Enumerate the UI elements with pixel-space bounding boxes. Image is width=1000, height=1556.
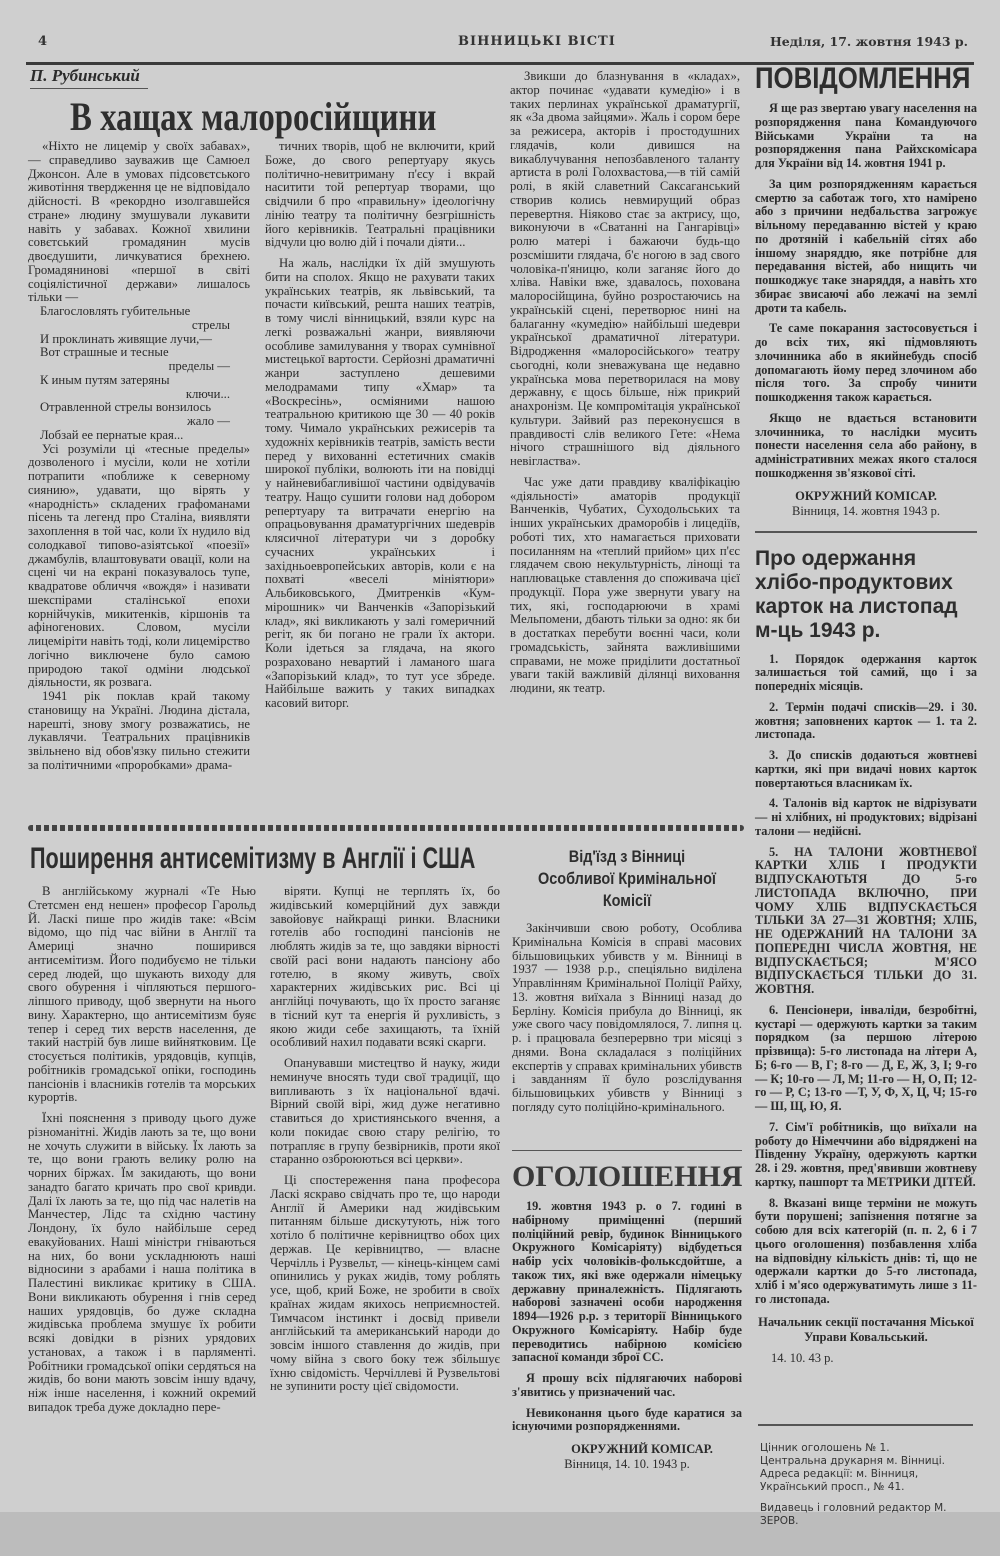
article-column-1 — [28, 140, 250, 773]
paragraph: Те саме покарання застосовується і до всіх тих, які підмовляють злочинника або в якийнебудь спосіб допомагають йому перед злочином або після того. За спробу чинити пошкодження також карається. — [755, 321, 977, 404]
issue-date: Неділя, 17. жовтня 1943 р. — [769, 34, 968, 49]
cards-title: Про одержання хлібо-продуктових карток на листопад м-ць 1943 р. — [755, 546, 958, 642]
paragraph: Я ще раз звертаю увагу населення на розпорядження пана Командуючого Військами України та на розпорядження пана Райхскомісара для України від 14. жовтня 1941 р. — [755, 101, 977, 170]
article-column-2 — [270, 885, 500, 1394]
poem — [40, 305, 250, 443]
paragraph: 7. Сім'ї робітників, що виїхали на роботу до Німеччини або відряджені на Південну Україну, одержують картки 28. і 29. жовтня, пред'явивши жовтневу картку, пашпорт та МЕТРИКИ ДІТЕЙ. — [755, 1119, 977, 1189]
cards-items — [755, 653, 977, 1307]
article-column-2 — [265, 140, 495, 711]
article-author: П. Рубинський — [30, 66, 148, 89]
imprint-lines — [760, 1442, 975, 1494]
text-line: И проклинать живящие лучи,— — [40, 331, 212, 346]
paragraph: 8. Вказані вище терміни не можуть бути порушені; запізнення потягне за собою для всіх категорій (п. п. 2, 6 і 7 цього оголошення) позбавлення хліба на відповідну кількість днів: ті, що не одержали картки до 5-го листопада, хліб і м'ясо одержуватимуть лише з 11-го листопада. — [755, 1195, 977, 1306]
notice-signature: ОКРУЖНИЙ КОМІСАР. — [795, 488, 937, 503]
article-title: В хащах малоросійщини — [70, 94, 437, 139]
paragraph-list — [28, 885, 256, 1415]
text-line: Цінник оголошень № 1. — [760, 1442, 890, 1454]
paragraph: 3. До списків додаються жовтневі картки, які при видачі нових карток повертаються власникам їх. — [755, 748, 977, 790]
text-line: жало — — [186, 414, 230, 428]
paragraph: 1. Порядок одержання карток залишається той самий, що і за попередніх місяців. — [755, 651, 977, 693]
text-line: Вот страшные и тесные — [40, 345, 169, 360]
imprint — [760, 1442, 975, 1528]
paragraph: За цим розпорядженням карається смертю за саботаж того, хто намірено або з причини недбальства загрожує вільному передаванню вістей у краю по дротяній і кабельній сітях або іншому знаряддю, яке потрібне для передавання вістей, або нищить чи пошкоджує таке знаряддя, а навіть хто збирає звисаючі або лежачі на землі дроти та кабель. — [755, 176, 977, 315]
text-line: Благословлять губительные — [40, 304, 191, 318]
text-line: Лобзай ее пернатые края... — [40, 427, 184, 442]
paragraph: Невиконання цього буде каратися за існуючими розпорядженнями. — [512, 1405, 742, 1434]
paragraph: На жаль, наслідки їх дій змушують бити на сполох. Якщо не рахувати таких українських театрів, як львівський, та почасти київський, решта наших театрів, в тому числі вінницький, взяли курс на легкі розважальні жанри, виявляючи особливе замилування у творах сумнівної мистецької вартости. Серйозні драматичні жанри заступлено дешевими мелодрамами типу «Хмар» та «Воскресінь», осміяними нашою театральною критикою ще 30 — 40 років тому. Чимало українських режисерів та художніх керівників театрів, замість вести перед у вихованні естетичних смаків широкої публіки, волюють іти на повідці у найневибагливішої частини одвідувачів театру. Нащо сушити голови над добором репертуару та витрачати енергію на опрацьовування драматургічних шедеврів клясичної літератури чи з доробку сучасних українських і західньоевропейських авторів, коли є на похваті «веселі мініятюри» Альбиковського, Дмитренків «Кум-мірошник» чи Ванченків «Запорізький клад», які викликають у залі гомеричний регіт, як би погано не грали їх актори. Коли ідеться за глядача, на якого розраховано невартий і ламаного шага «Запорізький клад», то тут усе збреде. Найбільше важить у таких випадках касовий виторг. — [265, 256, 495, 710]
divider — [512, 1150, 742, 1151]
paragraph-list — [265, 140, 495, 711]
paragraph: 5. НА ТАЛОНИ ЖОВТНЕВОЇ КАРТКИ ХЛІБ І ПРОДУКТИ ВІДПУСКАЮТЬТЯ ДО 5-го ЛИСТОПАДА ВКЛЮЧНО, ПРИ ЧОМУ ХЛІБ ВІДПУСКАЄТЬСЯ ТІЛЬКИ ЗА 27—31 ЖОВТНЯ; ХЛІБ, НЕ ОДЕРЖАНИЙ НА ТАЛОНИ ЗА ПОПЕРЕДНІ ЧИСЛА ЖОВТНЯ, НЕ ВІДПУСКАЄТЬСЯ; М'ЯСО ВІДПУСКАЄТЬСЯ ТІЛЬКИ ДО 31. ЖОВТНЯ. — [755, 844, 977, 996]
text-line: К иным путям затеряны — [40, 372, 170, 387]
paragraph: 6. Пенсіонери, інваліди, безробітні, кустарі — одержують картки за таким порядком (за першою літерою прізвища): 5-го листопада на літери А, Б; 6-го — В, Г; 8-го — Д, Е, Ж, З, І; 9-го— К; 10-го — Л, М; 11-го — Н, О, П; 12-го — Р, С; 13-го —Т, У, Ф, Х, Ц, Ч; 15-го — Ш, Щ, Ю, Я. — [755, 1002, 977, 1113]
text-line: Центральна друкарня м. Вінниці. — [760, 1455, 946, 1467]
notice-text — [755, 102, 977, 481]
paragraph: Ці спостереження пана професора Ласкі яскраво свідчать про те, що народи Англії й Америки над жидівським питанням більше дискутують, ніж того хотіло б політичне керівництво обох цих держав. Це керівництво, — власне Черчілль і Рузвельт, — кінець-кінцем самі опинились у руках жидів, тому роблять усе, щоб, крий Боже, не зробити в своїх країнах жидам якихось неприємностей. Тимчасом інстинкт і досвід привели англійський та американський народи до зовсім іншого ставлення до жидів, при чому війна з свого боку теж збільшує їхню свідомість. Черчіллеві й Рузвельтові не зупинити росту цієї свідомости. — [270, 1173, 500, 1394]
paragraph-list — [270, 885, 500, 1394]
notice-title: ПОВІДОМЛЕННЯ — [755, 62, 971, 95]
notice-section — [755, 62, 977, 1366]
paragraph: 2. Термін подачі списків—29. і 30. жовтня; заповнених карток — 1. та 2. листопада. — [755, 699, 977, 742]
article-column-3 — [510, 70, 740, 696]
text-line: ключи... — [185, 386, 230, 401]
text-line: Адреса редакції: м. Вінниця, Український просп., № 41. — [760, 1468, 919, 1493]
editor-line: Видавець і головний редактор М. ЗЕРОВ. — [760, 1502, 947, 1527]
article-title: Поширення антисемітизму в Англії і США — [30, 842, 476, 875]
cards-signature: Начальник секції постачання Міської Управи Ковальський. — [758, 1314, 974, 1344]
paragraph-list — [28, 140, 250, 305]
text-line: Отравленной стрелы вонзилось — [40, 400, 212, 415]
divider — [758, 1424, 973, 1426]
cards-date: 14. 10. 43 р. — [771, 1350, 834, 1365]
paragraph: 4. Талонів від карток не відрізувати — ні хлібних, ні продуктових; відрізані талони — недійсні. — [755, 796, 977, 838]
article-column-1 — [28, 885, 256, 1415]
paragraph: віряти. Купці не терплять їх, бо жидівський комерційний дух завжди завойовує найкращі ринки. Власники готелів або господині пансіонів не люблять жидів за те, що завдяки вірності своїй расі вони надають пансіону або готелю, в якому живуть, своїх характерних жидівських рис. Всі ці англійці почувають, що їх просто заганяє в тісний кут та енергія й рухливість, з якою жиди себе захищають, та їхній особливий нахил подавати всякі скарги. — [270, 884, 500, 1050]
commission-text — [512, 922, 742, 1115]
paragraph: Опанувавши мистецтво й науку, жиди неминуче вносять туди свої традиції, що випливають з їх національної вдачі. Вірний своїй вірі, жид дуже негативно ставиться до християнського вчення, а коли покидає свою стару релігію, то потрапляє в групу безвірників, проти якої старанно озброюються всі церкви». — [270, 1056, 500, 1167]
newspaper-title: ВІННИЦЬКІ ВІСТІ — [458, 34, 616, 49]
page-number: 4 — [38, 34, 48, 49]
paragraph: Час уже дати правдиву кваліфікацію «діяльності» аматорів продукції Ванченків, Чубатих, Суходольських та інших українських драморобів і лицедіїв, роботі тих, хто намагається приховати посиланням на «теплий прийом» цих п'єс глядачем свою некультурність, лінощі та наплювацьке ставлення до споживача цієї продукції. Пора уже звернути увагу на тих, які, господарюючи в храмі Мельпомени, дбають тільки за одно: як би в достатках перебути воєнні часи, коли громадськість, зайнята важливішими справами, не може приділити достатньої уваги такій важливій ділянці виховання людини, як театр. — [510, 474, 740, 695]
announcement-title: ОГОЛОШЕННЯ — [512, 1160, 743, 1193]
paragraph: Якщо не вдається встановити злочинника, то наслідки мусить понести населення села або району, в адміністративних межах якого сталося пошкодження зв'язкової сіті. — [755, 410, 977, 480]
paragraph: Я прошу всіх підлягаючих наборові з'явитись у призначений час. — [512, 1371, 742, 1399]
paragraph-list — [510, 70, 740, 696]
announcement-signature: ОКРУЖНИЙ КОМІСАР. — [571, 1442, 713, 1456]
paragraph: Їхні пояснення з приводу цього дуже різноманітні. Жидів лають за те, що вони не хочуть служити в війську. Їх лають за те, що вони грають велику ролю на чорних біржах. Їм закидають, що вони занадто багато кричать про свої кривди. Далі їх лають за те, що під час налетів на Манчестер, Лідс та східню частину Лондону, їх було найбільше серед евакуйованих. Наші міністри гніваються на них, бо вони ускладнюють наші відносини з арабами і наша політика в Палестині викликає критику в США. Вони викликають обурення і гнів серед наших урядовців, бо дуже складна жидівська проблема змушує їх робити всякі довідки в різних урядових установах, а також і в парляменті. Робітники громадської опіки сердяться на жидів, бо вони мають зовсім іншу вдачу, ніж інше населення, і кожний окремий випадок треба дуже докладно пере- — [28, 1111, 256, 1414]
paragraph: «Ніхто не лицемір у своїх забавах», — справедливо зауважив ще Самюел Джонсон. Але в умовах підсовєтського животіння твердження це не відповідало дійсності. В «рекордно изолгавшейся стране» людину змушували лукавити навіть у забавах. Кожної хвилини совєтський громадянин мусів двоєдушити, личкуватися брехнею. Громадянинові «першої в світі соціялістичної держави» лишалось тільки — — [28, 139, 250, 305]
notice-place-date: Вінниця, 14. жовтня 1943 р. — [791, 503, 940, 518]
paragraph: В англійському журналі «Те Нью Стетсмен енд нешен» професор Гарольд Й. Ласкі пише про жидів таке: «Всім відомо, що під час війни в Англії та Америці значно поширився антисемітизм. Його подибуємо не тільки серед людей, що шукають виходу для свого обурення і чіпляються першого-ліпшого приводу, щоб звернути на нього вину. Характерно, що антисемітизм буяє тепер і серед тих верств населення, де такий настрій був лише вийнятковим. Це стосується політиків, урядовців, купців, робітників громадської опіки, господинь пансіонів і власників готелів та морських курортів. — [28, 884, 256, 1105]
paragraph: Закінчивши свою роботу, Особлива Кримінальна Комісія в справі масових більшовицьких убивств у м. Вінниці в 1937 — 1938 р.р., спеціяльно виділена Управлінням Кримінальної Поліції Райху, 13. жовтня виїхала з Вінниці назад до Берліну. Комісія прибула до Вінниці, як уже свого часу повідомлялося, 7. липня ц. р. і працювала безперервно три місяці з днями. Вона складалася з поліційних експертів у справах кримінальних убивств і завданням її було розслідування більшовицьких убивств у Вінниці з погляду суто поліційно-кримінального. — [512, 921, 742, 1114]
divider — [755, 531, 977, 533]
paragraph: 19. жовтня 1943 р. о 7. годині в набірному приміщенні (перший поліційний ревір, будинок Вінницького Окружного Комісаріяту) відбудеться набір усіх чоловіків-фолькcдойтше, а також тих, які вже одержали німецьку державну приналежність. Підлягають наборові зазначені особи народження 1894—1926 р.р. з території Вінницького Окружного Комісаріяту. Набір буде переводитись набірною комісією запасної команди зброї СС. — [512, 1199, 742, 1365]
commission-title: Від'їзд з Вінниці Особливої Кримінальної Комісії — [537, 847, 716, 910]
paragraph: 1941 рік поклав край такому становищу на Україні. Людина дістала, нарешті, знову змогу розважатись, не лукавлячи. Театральних працівників звільнено від обов'язку пильно стежити за політичними «проробками» драма- — [28, 689, 250, 772]
text-line: стрелы — [191, 317, 230, 332]
commission-section — [512, 846, 742, 1115]
announcement-section — [512, 1160, 742, 1472]
paragraph: Звикши до блазнування в «кладах», актор починає «удавати кумедію» і в таких перлинах української драматургії, як «За двома зайцями». Жаль і сором бере за режисера, акторів і простодушних глядачів, коли дивишся на викаблучування непозбавленого таланту артиста в ролі Голохвастова,—в тій самій ролі, в якій славетний Саксаганський створив колись невмирущий образ перевертня. Ніяково стає за актрису, що, виконуючи в «Сватанні на Гангарівці» ролю матері і бажаючи будь-що розсмішити глядача, б'є ногою в зад свого чоловіка-п'яницю, коли заганяє його до хліва. Навіки вже, здавалось, похована малоросійщина, буйно розростаючись на українській сцені, перетворює нині на балаганну «кумедію» найбільші шедеври української драматичної літератури. Відродження «малоросійського» театру сьогодні, коли зневажувана ще недавно українська мова перетворилася на мову державну, є щось більше, ніж прикрий анахронізм. Це компромітація української культури. Зайвий раз переконуєшся в правдивості слів великого Гете: «Нема нічого страшнішого від діяльного невігластва». — [510, 69, 740, 468]
announcement-text — [512, 1200, 742, 1434]
section-divider — [28, 825, 744, 831]
text-line: пределы — — [168, 359, 230, 373]
announcement-place-date: Вінниця, 14. 10. 1943 р. — [564, 1457, 690, 1471]
paragraph: тичних творів, щоб не включити, крий Боже, до свого репертуару якусь політично-невитриману п'єсу і вкрай наситити той репертуар творами, що свідчили б про «правильну» ідеологічну лінію театру та політичну безгрішність його керівників. Театральні працівники відчули цю волю дій і почали діяти... — [265, 139, 495, 250]
paragraph: Усі розуміли ці «тесные пределы» дозволеного і мусіли, коли не хотіли потрапити «поближе к северному сиянию», удавати, що вірять у «народність» складених графоманами пісень та легенд про Сталіна, виявляти захоплення в той час, коли їх нудило від солодкавої типово-азіятської «поезії» джамбулів, влаштовувати овації, коли на сцені чи на екрані показувалось тупе, квадратове обличчя «вождя» і називати шекспірами сталінської епохи корнійчуків, микитенків, кіршонів та афіногенових. Словом, мусіли лицеміріти навіть тоді, коли лицемірство логічно виключене було самою природою такої одміни людської діяльности, як розвага. — [28, 441, 250, 690]
paragraph-list — [28, 443, 250, 773]
